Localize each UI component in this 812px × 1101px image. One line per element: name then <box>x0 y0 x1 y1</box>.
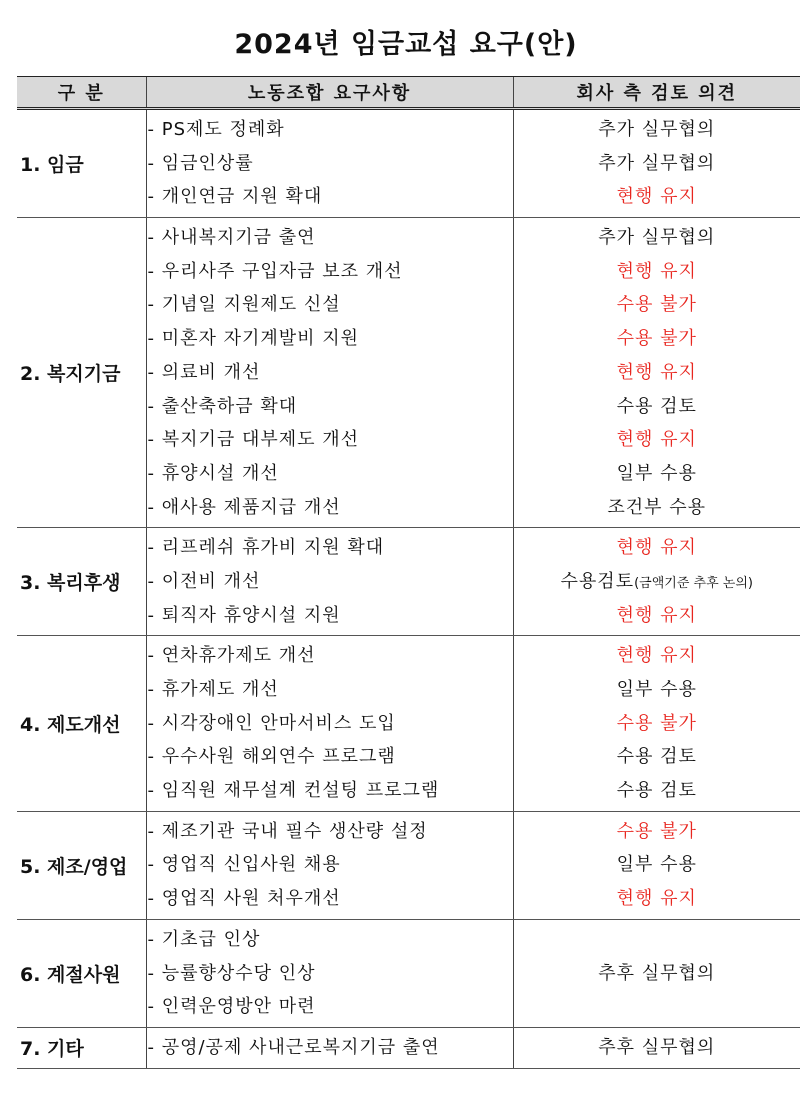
category-label: 2. 복지기금 <box>17 218 146 528</box>
opinion-item: 수용 불가 <box>616 820 697 842</box>
demand-item: - 공영/공제 사내근로복지기금 출연 <box>147 1036 440 1058</box>
union-demands-cell <box>146 636 513 811</box>
table-body <box>17 109 800 1069</box>
category-label: 6. 계절사원 <box>17 919 146 1027</box>
company-opinion-cell <box>513 919 800 1027</box>
demand-item: - 리프레쉬 휴가비 지원 확대 <box>147 537 385 559</box>
opinion-item: 일부 수용 <box>616 462 697 484</box>
demand-item: - 출산축하금 확대 <box>147 395 298 417</box>
demand-item: - 휴양시설 개선 <box>147 462 279 484</box>
demand-item: - 임직원 재무설계 컨설팅 프로그램 <box>147 780 440 802</box>
union-demands-cell <box>146 528 513 636</box>
demand-item: - 기념일 지원제도 신설 <box>147 294 341 316</box>
header-company-opinion: 회사 측 검토 의견 <box>513 77 800 109</box>
opinion-item: 추후 실무협의 <box>598 962 716 984</box>
demand-item: - 미혼자 자기계발비 지원 <box>147 328 360 350</box>
opinion-item: 조건부 수용 <box>607 496 707 518</box>
opinion-item <box>514 565 801 599</box>
opinion-item: 추가 실무협의 <box>598 152 716 174</box>
company-opinion-cell <box>513 1027 800 1068</box>
page-title: 2024년 임금교섭 요구(안) <box>234 29 578 60</box>
company-opinion-cell <box>513 528 800 636</box>
opinion-item: 일부 수용 <box>616 679 697 700</box>
opinion-item: 수용 불가 <box>616 294 697 316</box>
company-opinion-cell <box>513 109 800 218</box>
demand-item: - 우수사원 해외연수 프로그램 <box>147 746 396 768</box>
category-label: 1. 임금 <box>17 109 146 218</box>
demand-item: - 이전비 개선 <box>147 570 261 592</box>
demand-item: - 영업직 신입사원 채용 <box>147 854 341 876</box>
demand-item: - 휴가제도 개선 <box>147 679 279 700</box>
category-label: 4. 제도개선 <box>17 636 146 811</box>
demand-item: - 영업직 사원 처우개선 <box>147 888 341 910</box>
opinion-item: 추가 실무협의 <box>598 119 716 140</box>
opinion-item: 현행 유지 <box>616 260 697 282</box>
company-opinion-cell <box>513 636 800 811</box>
opinion-item: 수용 검토 <box>616 746 697 768</box>
header-row <box>17 77 800 109</box>
demand-item: - 시각장애인 안마서비스 도입 <box>147 712 396 734</box>
opinion-item: 현행 유지 <box>616 604 697 626</box>
opinion-item: 현행 유지 <box>616 361 697 383</box>
demand-item: - 우리사주 구입자금 보조 개선 <box>147 260 403 282</box>
table-row <box>17 636 800 811</box>
table-row <box>17 811 800 919</box>
opinion-item: 현행 유지 <box>616 429 697 451</box>
opinion-item: 일부 수용 <box>616 854 697 876</box>
header-union-demands: 노동조합 요구사항 <box>146 77 513 109</box>
opinion-item: 현행 유지 <box>616 645 697 667</box>
opinion-item: 수용 검토 <box>616 780 697 802</box>
table-row <box>17 109 800 218</box>
demand-item: - 인력운영방안 마련 <box>147 996 316 1018</box>
demand-item: - 능률향상수당 인상 <box>147 962 316 984</box>
demands-table <box>17 76 800 1069</box>
demand-item: - 복지기금 대부제도 개선 <box>147 429 360 451</box>
opinion-item: 수용 불가 <box>616 328 697 350</box>
demand-item: - 의료비 개선 <box>147 361 261 383</box>
demand-item: - 제조기관 국내 필수 생산량 설정 <box>147 820 428 842</box>
opinion-text: 수용검토 <box>560 570 635 592</box>
table-row <box>17 218 800 528</box>
union-demands-cell <box>146 811 513 919</box>
opinion-item: 추가 실무협의 <box>598 227 716 249</box>
opinion-note: (금액기준 추후 논의) <box>634 575 753 591</box>
opinion-item: 수용 불가 <box>616 712 697 734</box>
category-label: 5. 제조/영업 <box>17 811 146 919</box>
opinion-item: 현행 유지 <box>616 186 697 208</box>
opinion-item: 현행 유지 <box>616 537 697 559</box>
header-category: 구 분 <box>17 77 146 109</box>
company-opinion-cell <box>513 218 800 528</box>
union-demands-cell <box>146 1027 513 1068</box>
demand-item: - 퇴직자 휴양시설 지원 <box>147 604 341 626</box>
demand-item: - PS제도 정례화 <box>147 119 285 140</box>
demand-item: - 애사용 제품지급 개선 <box>147 496 341 518</box>
union-demands-cell <box>146 218 513 528</box>
table-row <box>17 528 800 636</box>
demand-item: - 기초급 인상 <box>147 928 261 950</box>
table-row <box>17 919 800 1027</box>
demand-item: - 임금인상률 <box>147 152 254 174</box>
union-demands-cell <box>146 109 513 218</box>
opinion-item: 수용 검토 <box>616 395 697 417</box>
table-row <box>17 1027 800 1068</box>
company-opinion-cell <box>513 811 800 919</box>
union-demands-cell <box>146 919 513 1027</box>
opinion-item: 추후 실무협의 <box>598 1036 716 1058</box>
demand-item: - 사내복지기금 출연 <box>147 227 316 249</box>
demand-item: - 개인연금 지원 확대 <box>147 186 323 208</box>
category-label: 7. 기타 <box>17 1027 146 1068</box>
opinion-item: 현행 유지 <box>616 888 697 910</box>
category-label: 3. 복리후생 <box>17 528 146 636</box>
demand-item: - 연차휴가제도 개선 <box>147 645 316 667</box>
